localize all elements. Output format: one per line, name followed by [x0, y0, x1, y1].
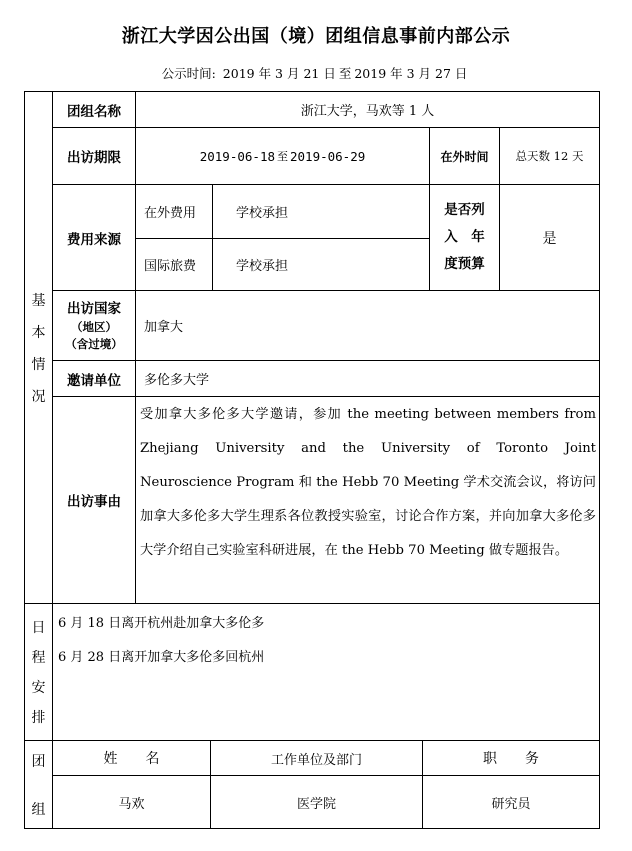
reason-text: 受加拿大多伦多大学邀请，参加 the meeting between members from Zhejiang University and the University of Toronto Joint Neuroscience Program 和 the Hebb 70 Meeting 学术交流会议，将访问加拿大多伦多大学生理系各位教授实验室，讨论合作方案，并向加拿大多伦多大学介绍自己实验室科研进展，在 the Hebb 70 Meeting 做专题报告。 — [140, 407, 596, 558]
period-value — [136, 128, 429, 184]
group-name-value: 浙江大学，马欢等 1 人 — [300, 104, 435, 119]
member-name: 马欢 — [118, 796, 145, 812]
member-duty: 研究员 — [491, 796, 531, 812]
budget-label: 是否列 入 年 度预算 — [444, 202, 485, 272]
period-to-word: 至 — [277, 150, 288, 163]
schedule-item: 6 月 18 日离开杭州赴加拿大多伦多 — [58, 615, 265, 631]
inviter-label: 邀请单位 — [67, 372, 121, 389]
funding-item-label: 在外费用 — [144, 206, 197, 221]
notice-to-word: 至 — [338, 66, 352, 81]
funding-item-label: 国际旅费 — [144, 259, 197, 274]
period-start: 2019-06-18 — [199, 148, 275, 164]
funding-item-value: 学校承担 — [236, 259, 289, 274]
members-section-label: 团 组 — [31, 753, 46, 818]
funding-label: 费用来源 — [67, 231, 121, 248]
period-end: 2019-06-29 — [290, 148, 366, 164]
page-title: 浙江大学因公出国（境）团组信息事前内部公示 — [121, 26, 511, 47]
basic-section-label: 基 本 情 况 — [31, 292, 46, 405]
schedule-section-label: 日 程 安 排 — [31, 620, 46, 726]
notice-from: 2019 年 3 月 21 日 — [222, 66, 336, 81]
members-header-name: 姓 名 — [103, 751, 160, 767]
schedule-item: 6 月 28 日离开加拿大多伦多回杭州 — [58, 649, 265, 665]
abroad-time-value: 总天数 12 天 — [515, 149, 584, 163]
abroad-time-label: 在外时间 — [440, 149, 489, 164]
group-name-label: 团组名称 — [67, 103, 121, 120]
budget-value: 是 — [542, 230, 557, 247]
notice-period — [0, 64, 632, 82]
notice-to: 2019 年 3 月 27 日 — [354, 66, 468, 81]
funding-item-value: 学校承担 — [236, 206, 289, 221]
country-label: 出访国家 （地区） （含过境） — [65, 300, 123, 351]
member-unit: 医学院 — [296, 796, 336, 812]
reason-label: 出访事由 — [67, 494, 121, 510]
notice-label: 公示时间: — [161, 66, 216, 81]
members-header-duty: 职 务 — [483, 751, 539, 767]
inviter-value: 多伦多大学 — [144, 373, 210, 388]
period-label: 出访期限 — [67, 150, 121, 166]
country-value: 加拿大 — [144, 320, 184, 335]
members-header-unit: 工作单位及部门 — [270, 752, 362, 768]
